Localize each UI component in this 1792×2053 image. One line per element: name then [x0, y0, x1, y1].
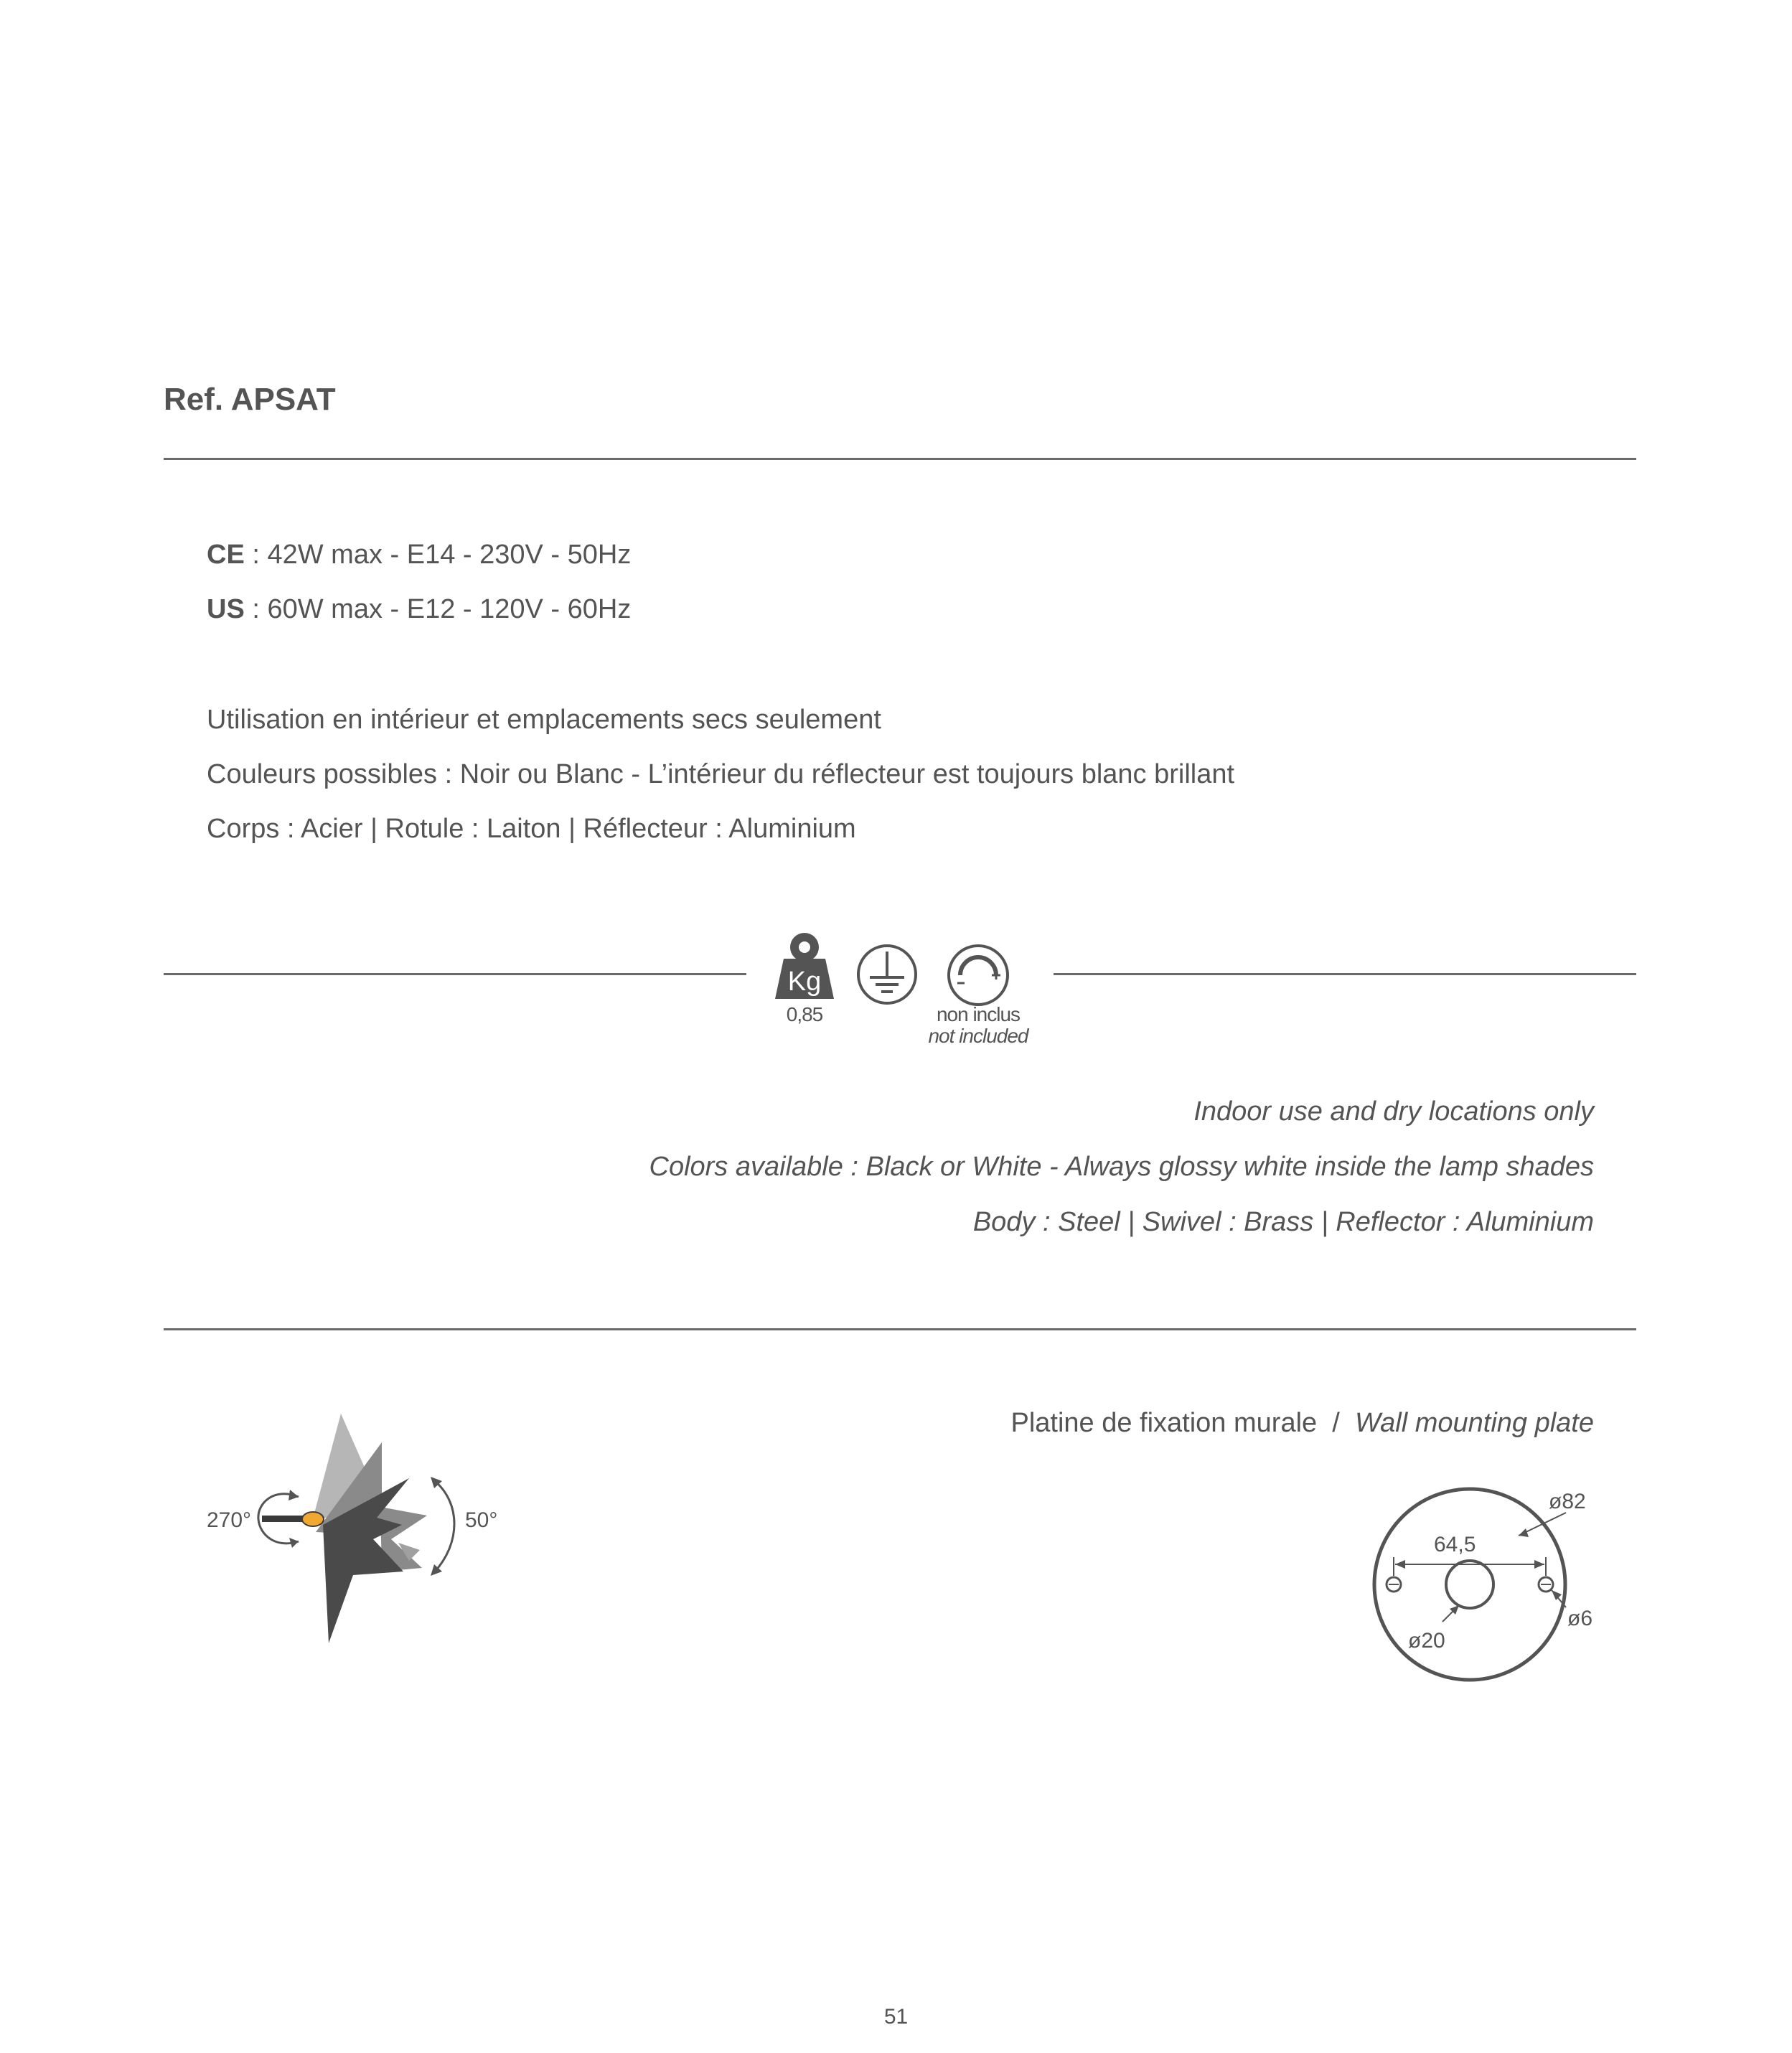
mounting-plate-title-en: Wall mounting plate: [1354, 1408, 1594, 1438]
hole-diameter-label: ø6: [1567, 1607, 1593, 1630]
french-line-colors: Couleurs possibles : Noir ou Blanc - L’intérieur du réflecteur est toujours blanc brillant: [207, 759, 1235, 789]
english-line-colors: Colors available : Black or White - Always glossy white inside the lamp shades: [649, 1152, 1594, 1182]
outer-diameter-label: ø82: [1549, 1490, 1586, 1513]
hole-spacing-label: 64,5: [1434, 1533, 1476, 1556]
title-divider: [164, 458, 1636, 460]
weight-unit: Kg: [787, 967, 822, 997]
spec-us: [207, 594, 631, 625]
plate-center-hole: [1446, 1561, 1493, 1608]
ground-icon: [855, 943, 919, 1006]
french-line-materials: Corps : Acier | Rotule : Laiton | Réflecteur : Aluminium: [207, 814, 856, 844]
rotation-arrow-right: [435, 1481, 454, 1572]
tilt-angle-right: 50°: [465, 1508, 498, 1532]
spec-ce: [207, 540, 631, 570]
spec-ce-value: : 42W max - E14 - 230V - 50Hz: [244, 540, 632, 570]
page-number: 51: [883, 2005, 909, 2029]
weight-icon: [774, 930, 835, 1002]
mounting-plate-title: [1010, 1408, 1594, 1439]
english-line-materials: Body : Steel | Swivel : Brass | Reflector : Aluminium: [972, 1207, 1594, 1237]
french-line-usage: Utilisation en intérieur et emplacements secs seulement: [207, 705, 881, 735]
rotation-diagram: [194, 1406, 524, 1658]
plate-outer-circle: [1374, 1489, 1565, 1680]
weight-value: 0,85: [786, 1003, 823, 1025]
brass-swivel: [302, 1512, 324, 1526]
english-line-usage: Indoor use and dry locations only: [1193, 1096, 1594, 1127]
center-diameter-label: ø20: [1408, 1629, 1445, 1653]
spec-us-value: : 60W max - E12 - 120V - 60Hz: [244, 594, 632, 624]
mounting-plate-title-fr: Platine de fixation murale: [1010, 1408, 1318, 1438]
spec-us-label: US: [207, 594, 245, 624]
icons-divider-right: [1054, 973, 1636, 975]
spec-ce-label: CE: [207, 540, 245, 570]
dimmer-label-fr: non inclus: [936, 1003, 1021, 1025]
dimmer-icon: [946, 943, 1010, 1007]
mounting-plate-diagram: [1320, 1471, 1608, 1693]
dimmer-label-en: not included: [928, 1025, 1028, 1047]
rotation-angle-left: 270°: [207, 1508, 252, 1532]
icons-divider-left: [164, 973, 746, 975]
product-reference-title: Ref. APSAT: [164, 382, 336, 417]
mounting-plate-separator: /: [1317, 1408, 1355, 1438]
bottom-divider: [164, 1328, 1636, 1330]
